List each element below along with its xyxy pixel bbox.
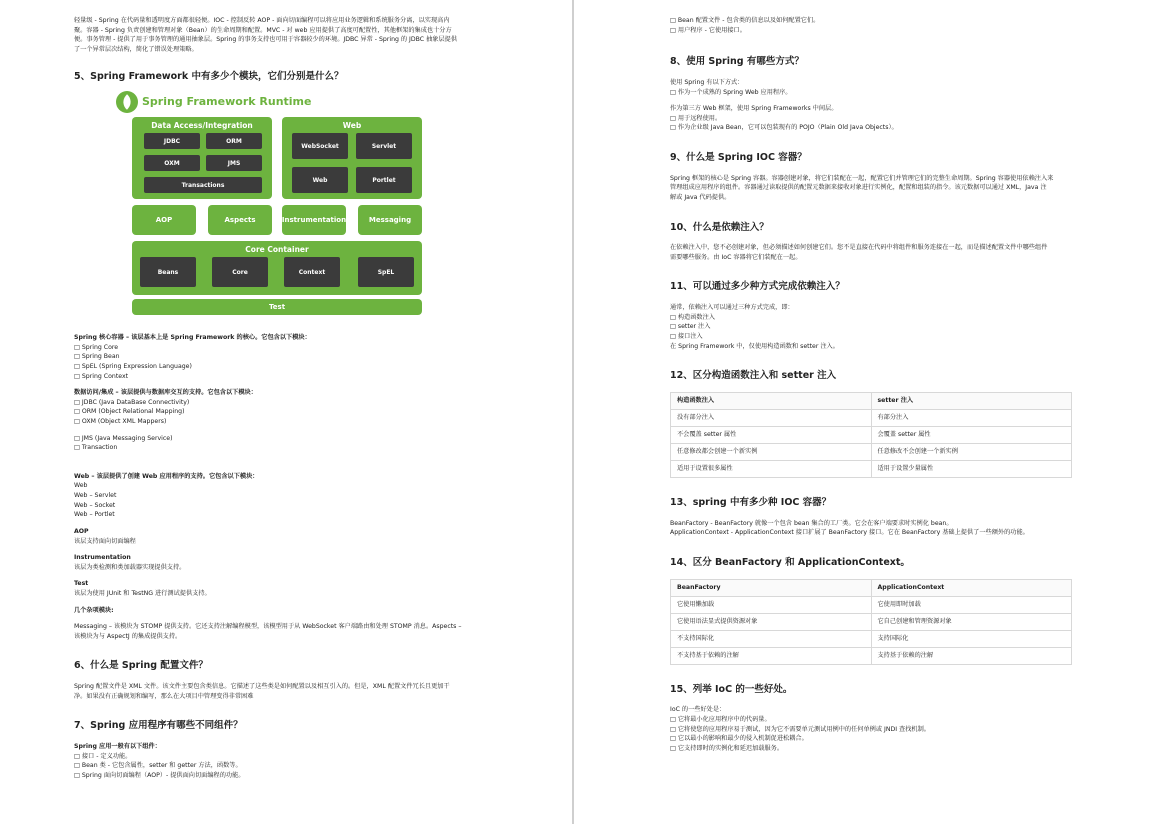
list-item: □ Transaction <box>74 443 548 453</box>
diagram-title: Spring Framework Runtime <box>142 95 312 109</box>
table-cell: 有部分注入 <box>871 409 1072 426</box>
module-aspects: Aspects <box>208 205 272 235</box>
table-cell: 构造函数注入 <box>671 392 872 409</box>
module-oxm: OXM <box>144 155 200 171</box>
module-spel: SpEL <box>358 257 414 287</box>
text-line: 管理组成应用程序的组件。容器通过读取提供的配置元数据来接收对象进行实例化，配置和组装的指令。该元数据可以通过 XML，Java 注 <box>670 184 1047 192</box>
list-item: □ JDBC (Java DataBase Connectivity) <box>74 398 548 408</box>
list-item: □ Bean 类 - 它包含属性，setter 和 getter 方法，函数等。 <box>74 761 548 771</box>
list-item: Web – Socket <box>74 501 116 509</box>
module-context: Context <box>284 257 340 287</box>
heading-q6: 6、什么是 Spring 配置文件？ <box>74 660 208 672</box>
text-line: 聚。容器 - Spring 负责创建和管理对象（Bean）的生命周期和配置。MVC - 对 web 应用提供了高度可配置性，其他框架的集成也十分方 <box>74 26 452 34</box>
text-line: Messaging – 该模块为 STOMP 提供支持。它还支持注解编程模型，该模型用于从 WebSocket 客户端路由和处理 STOMP 消息。Aspects – <box>74 623 462 631</box>
table-cell: BeanFactory <box>671 579 872 596</box>
table-cell: 没有部分注入 <box>671 409 872 426</box>
q11-tail: 在 Spring Framework 中，仅使用构造函数和 setter 注入。 <box>670 342 839 350</box>
heading-q15: 15、列举 IoC 的一些好处。 <box>670 683 793 695</box>
list-item: □ JMS (Java Messaging Service) <box>74 434 548 444</box>
list-item: □ 用于远程使用。 <box>670 114 1072 124</box>
list-item: Web <box>74 482 88 490</box>
module-jdbc: JDBC <box>144 133 200 149</box>
list-item: □ 作为一个成熟的 Spring Web 应用程序。 <box>670 88 1072 98</box>
table-cell: 适用于设置很多属性 <box>671 460 872 477</box>
table-row <box>671 426 1072 443</box>
heading-q7: 7、Spring 应用程序有哪些不同组件？ <box>74 720 243 732</box>
list-item: □ 它以最小的影响和最少的侵入机制促进松耦合。 <box>670 734 1072 744</box>
text-line: 解或 Java 代码提供。 <box>670 193 731 201</box>
list-item: □ Spring Bean <box>74 352 548 362</box>
list-item: □ 它将最小化应用程序中的代码量。 <box>670 715 1072 725</box>
table-row <box>671 647 1072 664</box>
table-cell: 它使用懒加载 <box>671 596 872 613</box>
list-item: □ SpEL (Spring Expression Language) <box>74 362 548 372</box>
module-aop: AOP <box>132 205 196 235</box>
text-line: 需要哪些服务。由 IoC 容器将它们装配在一起。 <box>670 253 802 261</box>
table-cell: 它使用语法显式提供资源对象 <box>671 613 872 630</box>
heading-q13: 13、spring 中有多少种 IOC 容器？ <box>670 496 832 508</box>
table-row <box>671 443 1072 460</box>
table-cell: 它使用即时加载 <box>871 596 1072 613</box>
table-cell: 不会覆盖 setter 属性 <box>671 426 872 443</box>
text-line: 便。事务管理 - 提供了用于事务管理的通用抽象层。Spring 的事务支持也可用于容器较少的环境。JDBC 异常 - Spring 的 JDBC 抽象层提供 <box>74 36 458 44</box>
q11-head: 通常，依赖注入可以通过三种方式完成，即： <box>670 304 794 312</box>
data-access-title: Data Access/Integration <box>151 121 253 131</box>
module-transactions: Transactions <box>144 177 262 193</box>
data-head: 数据访问/集成 – 该层提供与数据库交互的支持。它包含以下模块： <box>74 389 257 397</box>
module-servlet: Servlet <box>356 133 412 159</box>
data-access-box <box>132 117 272 199</box>
web-head: Web – 该层提供了创建 Web 应用程序的支持。它包含以下模块： <box>74 472 259 480</box>
core-head: Spring 核心容器 – 该层基本上是 Spring Framework 的核心。它包含以下模块： <box>74 334 311 342</box>
table-cell: 适用于设置少量属性 <box>871 460 1072 477</box>
table-row <box>671 392 1072 409</box>
list-item: Web – Servlet <box>74 492 117 500</box>
right-page <box>574 0 1152 824</box>
table-cell: setter 注入 <box>871 392 1072 409</box>
list-item: □ 接口注入 <box>670 332 1072 342</box>
list-item: □ setter 注入 <box>670 322 1072 332</box>
instrumentation-text: 该层为类检测和类加载器实现提供支持。 <box>74 563 186 571</box>
core-container-box <box>132 241 422 295</box>
table-cell: 任意修改不会创建一个新实例 <box>871 443 1072 460</box>
text-line: 在依赖注入中，您不必创建对象，但必须描述如何创建它们。您不是直接在代码中将组件和服务连接在一起，而是描述配置文件中哪些组件 <box>670 244 1048 252</box>
table-cell: 任意修改都会创建一个新实例 <box>671 443 872 460</box>
q14-table <box>670 579 1072 665</box>
text-line: 轻量级 - Spring 在代码量和透明度方面都很轻便。IOC - 控制反转 AOP - 面向切面编程可以将应用业务逻辑和系统服务分离，以实现高内 <box>74 17 450 24</box>
text-line: 了一个异常层次结构，简化了错误处理策略。 <box>74 45 198 53</box>
module-web: Web <box>292 167 348 193</box>
q15-head: IoC 的一些好处是： <box>670 706 726 714</box>
module-websocket: WebSocket <box>292 133 348 159</box>
heading-q12: 12、区分构造函数注入和 setter 注入 <box>670 370 837 382</box>
table-row <box>671 460 1072 477</box>
q7-head: Spring 应用一般有以下组件： <box>74 743 161 751</box>
table-cell: ApplicationContext <box>871 579 1072 596</box>
q8-head2: 作为第三方 Web 框架，使用 Spring Frameworks 中间层。 <box>670 105 838 113</box>
table-row <box>671 596 1072 613</box>
list-item: □ 作为企业级 Java Bean，它可以包装现有的 POJO（Plain Old Java Objects）。 <box>670 123 1072 133</box>
test-head: Test <box>74 580 89 588</box>
q8-head: 使用 Spring 有以下方式： <box>670 78 744 86</box>
spring-runtime-diagram <box>112 93 422 323</box>
module-jms: JMS <box>206 155 262 171</box>
list-item: □ 它将使您的应用程序易于测试，因为它不需要单元测试用例中的任何单例或 JNDI 查找机制。 <box>670 725 1072 735</box>
test-text: 该层为使用 JUnit 和 TestNG 进行测试提供支持。 <box>74 589 211 597</box>
intro-paragraph <box>74 16 548 54</box>
table-row <box>671 409 1072 426</box>
web-box <box>282 117 422 199</box>
list-item: □ 构造函数注入 <box>670 313 1072 323</box>
spring-leaf-icon <box>116 91 138 113</box>
module-orm: ORM <box>206 133 262 149</box>
heading-q5: 5、Spring Framework 中有多少个模块，它们分别是什么？ <box>74 71 344 83</box>
heading-q8: 8、使用 Spring 有哪些方式？ <box>670 56 804 68</box>
table-cell: 支持国际化 <box>871 630 1072 647</box>
table-row <box>671 579 1072 596</box>
module-portlet: Portlet <box>356 167 412 193</box>
table-cell: 会覆盖 setter 属性 <box>871 426 1072 443</box>
heading-q9: 9、什么是 Spring IOC 容器？ <box>670 151 807 163</box>
list-item: □ Spring 面向切面编程（AOP）- 提供面向切面编程的功能。 <box>74 771 548 781</box>
table-row <box>671 613 1072 630</box>
table-row <box>671 630 1072 647</box>
text-line: Spring 框架的核心是 Spring 容器。容器创建对象，将它们装配在一起，配置它们并管理它们的完整生命周期。Spring 容器使用依赖注入来 <box>670 174 1054 182</box>
table-cell: 支持基于依赖的注解 <box>871 647 1072 664</box>
module-instrumentation: Instrumentation <box>282 205 346 235</box>
module-messaging: Messaging <box>358 205 422 235</box>
heading-q11: 11、可以通过多少种方式完成依赖注入？ <box>670 281 845 293</box>
list-item: □ 它支持即时的实例化和延迟加载服务。 <box>670 744 1072 754</box>
web-title: Web <box>342 121 362 131</box>
module-beans: Beans <box>140 257 196 287</box>
list-item: Web – Portlet <box>74 511 115 519</box>
instrumentation-head: Instrumentation <box>74 554 131 562</box>
list-item: □ Spring Context <box>74 372 548 382</box>
module-test: Test <box>132 299 422 315</box>
module-core: Core <box>212 257 268 287</box>
list-item: □ Spring Core <box>74 343 548 353</box>
text-line: ApplicationContext - ApplicationContext 接口扩展了 BeanFactory 接口。它在 BeanFactory 基础上提供了一些额外的功能。 <box>670 529 1029 537</box>
list-item: □ ORM (Object Relational Mapping) <box>74 407 548 417</box>
left-page <box>0 0 572 824</box>
aop-text: 该层支持面向切面编程 <box>74 537 136 545</box>
list-item: □ OXM (Object XML Mappers) <box>74 417 548 427</box>
heading-q14: 14、区分 BeanFactory 和 ApplicationContext。 <box>670 556 910 568</box>
misc-head: 几个杂项模块: <box>74 606 114 614</box>
text-line: BeanFactory - BeanFactory 就像一个包含 bean 集合的工厂类。它会在客户端要求时实例化 bean。 <box>670 519 953 527</box>
text-line: Spring 配置文件是 XML 文件。该文件主要包含类信息。它描述了这些类是如何配置以及相互引入的。但是，XML 配置文件冗长且更加干 <box>74 683 450 691</box>
text-line: 该模块为与 AspectJ 的集成提供支持。 <box>74 632 182 640</box>
list-item: □ Bean 配置文件 - 包含类的信息以及如何配置它们。 <box>670 16 1072 26</box>
table-cell: 它自己创建和管理资源对象 <box>871 613 1072 630</box>
core-container-title: Core Container <box>245 245 309 255</box>
table-cell: 不支持国际化 <box>671 630 872 647</box>
list-item: □ 接口 - 定义功能。 <box>74 752 548 762</box>
heading-q10: 10、什么是依赖注入？ <box>670 221 769 233</box>
q12-table <box>670 392 1072 478</box>
text-line: 净。如果没有正确规划和编写，那么在大项目中管理变得非常困难 <box>74 692 254 700</box>
aop-head: AOP <box>74 527 89 535</box>
list-item: □ 用户程序 - 它使用接口。 <box>670 26 1072 36</box>
table-cell: 不支持基于依赖的注解 <box>671 647 872 664</box>
